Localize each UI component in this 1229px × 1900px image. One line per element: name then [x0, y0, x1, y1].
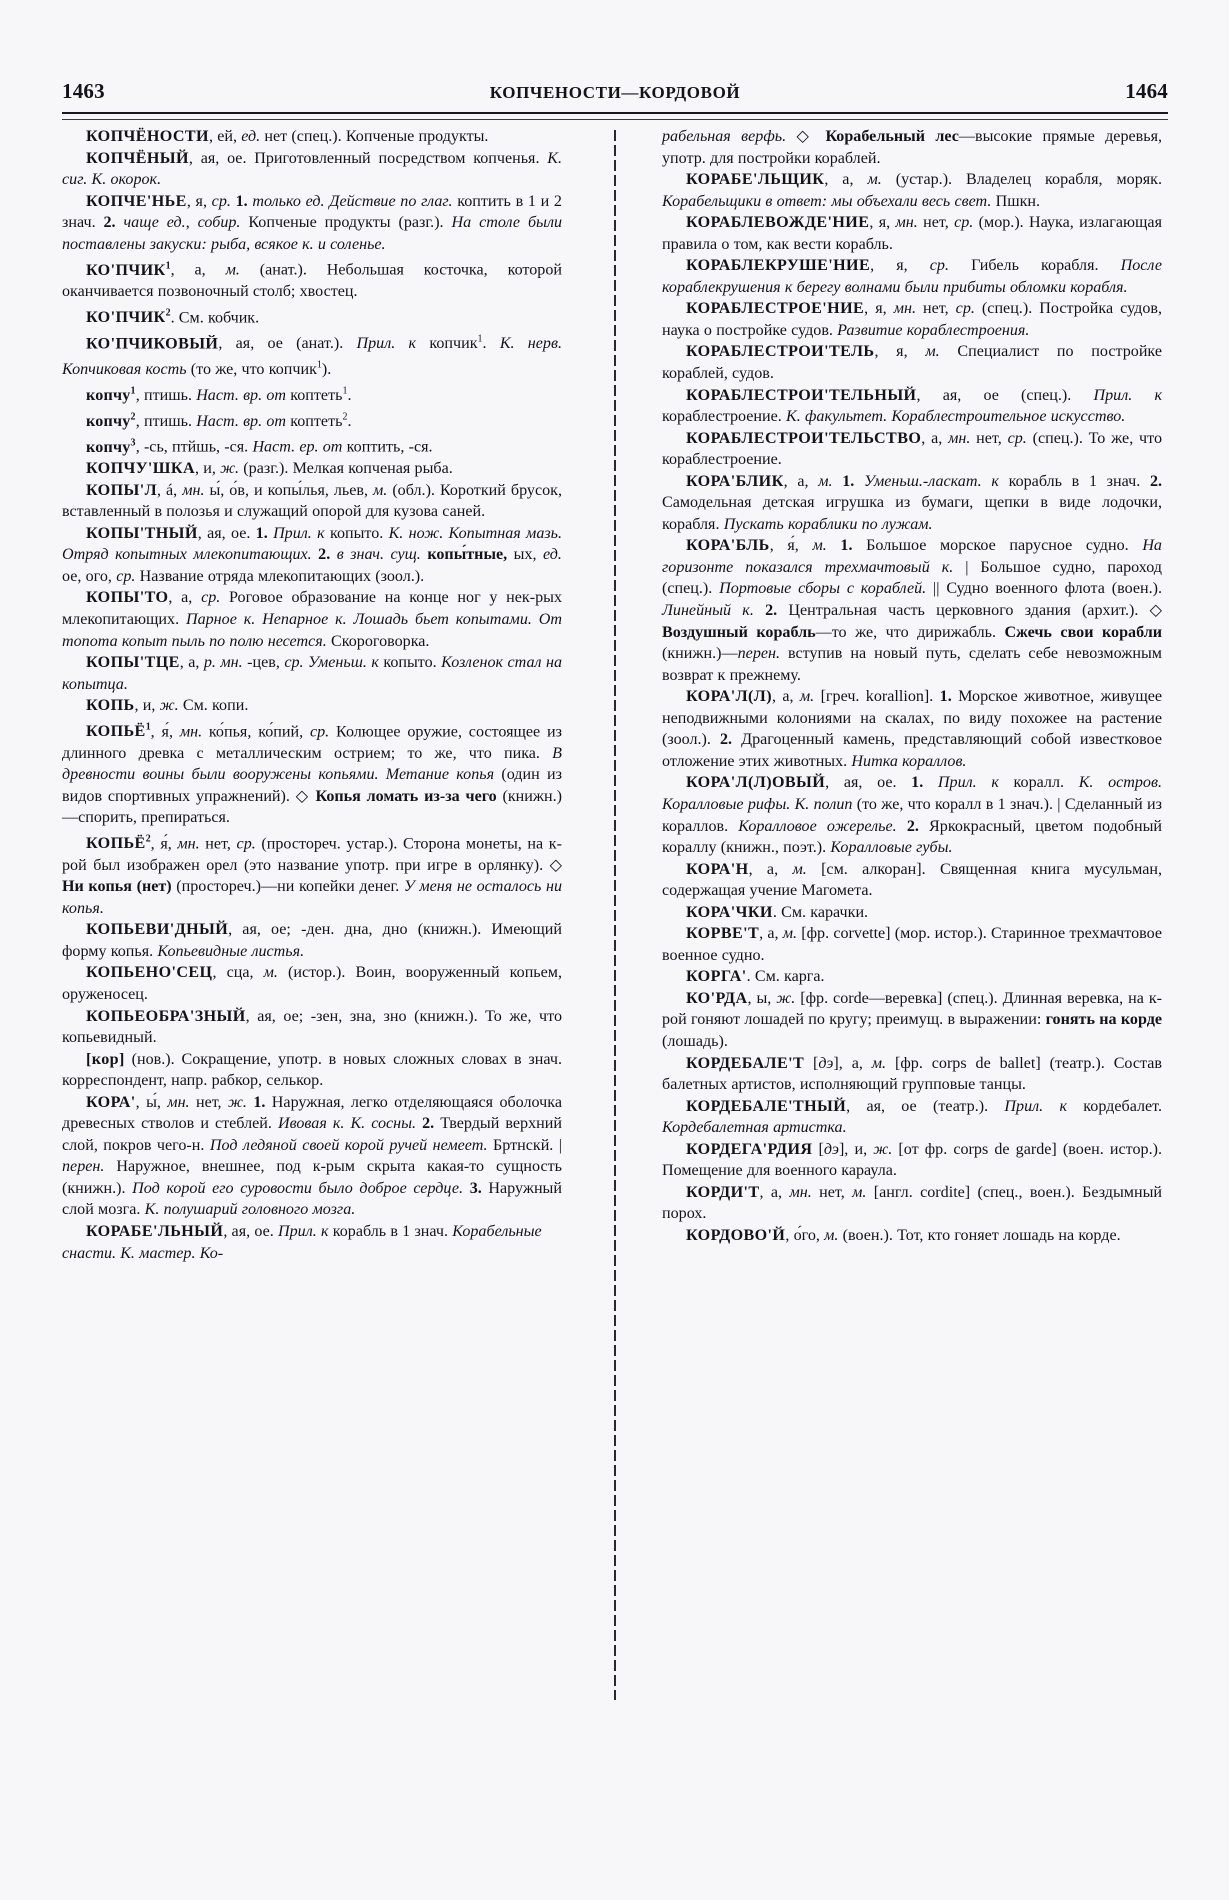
entry-body: . См. карачки.: [772, 903, 869, 921]
entry-headword: КОПЧЕ'НЬЕ: [86, 192, 187, 210]
entry-body: , ая, ое; -зен, зна, зно (книжн.). То же, что копьевидный.: [62, 1007, 562, 1047]
entry-body: , ая, ое (анат.). Прил. к копчик$^1$. К. нерв. Копчиковая кость (то же, что копчик$^1$).: [62, 333, 562, 378]
entry-headword: КОРА'Л(Л): [686, 688, 772, 706]
entry-body: , я, мн. нет, ср. (спец.). Постройка судов, наука о постройке судов. Развитие кораблестроения.: [662, 300, 1162, 339]
entry-headword: КОРА'Л(Л)ОВЫЙ: [686, 774, 826, 792]
column-container: [62, 126, 1168, 1700]
entry-headword: КОРА'БЛИК: [686, 472, 784, 490]
headword-homonym-index: 2: [130, 411, 136, 423]
entry-body: , ая, ое. Приготовленный посредством копченья. К. сиг. К. окорок.: [62, 149, 562, 189]
entry-body: . См. карга.: [746, 968, 825, 986]
entry-headword: КОПЬЕВИ'ДНЫЙ: [86, 921, 229, 939]
entry-body: , а, р. мн. -цев, ср. Уменьш. к копыто. Козленок стал на копытца.: [62, 654, 562, 693]
dictionary-entry-ко-рда: [662, 988, 1162, 1053]
dictionary-entry-копьеобра-зный: [62, 1006, 562, 1049]
entry-headword: КОРАБЛЕСТРОИ'ТЕЛЬНЫЙ: [686, 386, 917, 404]
dictionary-entry-копчёный: [62, 148, 562, 191]
dictionary-entry-кораблекруше-ние: [662, 255, 1162, 298]
gutter-rule: [614, 130, 616, 1700]
dictionary-entry-копчу-шка: [62, 458, 562, 480]
column-right: [646, 126, 1162, 1700]
dictionary-entry-копчу: [62, 406, 562, 432]
entry-headword: [кор]: [86, 1050, 125, 1068]
entry-body: , ей, ед. нет (спец.). Копченые продукты.: [208, 128, 489, 145]
entry-body: , ы́, мн. нет, ж. 1. Наружная, легко отделяющаяся оболочка древесных стволов и стеблей. Ивовая к. К. сосны. 2. Твердый верхний слой, покров чего-н. Под ледяной своей корой ручей немеет. Бртнскй. | перен. Наружное, внешнее, под к-рым скрыта какая-то сущность (книжн.). Под корой его суровости было доброе сердце. 3. Наружный слой мозга. К. полушарий головного мозга.: [62, 1093, 562, 1219]
entry-headword: КОРА'Н: [686, 860, 749, 878]
entry-headword: копчу$^1$: [86, 385, 136, 404]
dictionary-entry-кордебале-т: [662, 1053, 1162, 1096]
entry-headword: КО'ПЧИК$^2$: [86, 307, 171, 327]
entry-body: , ая, ое (театр.). Прил. к кордебалет. Кордебалетная артистка.: [662, 1097, 1162, 1137]
dictionary-entry-кордебале-тный: [662, 1096, 1162, 1139]
entry-headword: КОПЬЁ$^1$: [86, 721, 151, 741]
dictionary-entry-кора-бль: [662, 535, 1162, 686]
dictionary-entry-ко-пчик: [62, 255, 562, 302]
running-head-title: КОПЧЕНОСТИ—КОРДОВОЙ: [489, 83, 741, 102]
entry-body: , ая, ое (спец.). Прил. к кораблестроение. К. факультет. Кораблестроительное искусство.: [662, 386, 1162, 426]
dictionary-entry-копы-л: [62, 480, 562, 523]
entry-headword: КОПЫ'ТЦЕ: [86, 654, 180, 672]
entry-body: . См. кобчик.: [170, 309, 260, 327]
entry-headword: КОРВЕ'Т: [686, 925, 760, 943]
entry-headword: КОПЧЁНОСТИ: [86, 128, 209, 145]
entry-headword: КОРДЕБАЛЕ'Т: [686, 1054, 805, 1072]
entry-headword: КО'РДА: [686, 989, 748, 1007]
entry-headword: КОРА': [86, 1093, 136, 1111]
entry-body: , ая, ое. 1. Прил. к копыто. К. нож. Копытная мазь. Отряд копытных млекопитающих. 2. в знач. сущ. копы́тные, ых, ед. ое, ого, ср. Название отряда млекопитающих (зоол.).: [62, 524, 562, 585]
entry-body: , а, мн. нет, м. [англ. cordite] (спец., воен.). Бездымный порох.: [662, 1183, 1162, 1223]
dictionary-entry-корабе-льный: [62, 1221, 562, 1264]
dictionary-entry-копьё: [62, 829, 562, 920]
entry-body: , á, мн. ы́, о́в, и копы́лья, льев, м. (обл.). Короткий брусок, вставленный в полозья и служащий опорой для кузова саней.: [62, 481, 562, 521]
dictionary-entry-копчёности: [62, 126, 562, 148]
dictionary-entry-кораблестрои-тель: [662, 341, 1162, 384]
dictionary-entry-кора-чки: [662, 902, 1162, 924]
entry-headword: КО'ПЧИКОВЫЙ: [86, 335, 219, 352]
dictionary-entry-копы-тный: [62, 523, 562, 588]
entry-body: , а, м. (устар.). Владелец корабля, моряк. Корабельщики в ответ: мы объехали весь свет. Пшкн.: [662, 171, 1163, 210]
entry-body: , а, м. [см. алкоран]. Священная книга мусульман, содержащая учение Магомета.: [662, 860, 1162, 900]
entry-body: , птишь. Наст. вр. от коптеть$^2$.: [135, 411, 352, 430]
entry-headword: КОРА'БЛЬ: [686, 537, 770, 555]
headword-homonym-index: 1: [145, 721, 151, 733]
entry-headword: КОПЫ'Л: [86, 481, 157, 499]
entry-headword: КОПЧУ'ШКА: [86, 460, 195, 478]
entry-headword: КОРАБЛЕСТРОИ'ТЕЛЬ: [686, 343, 875, 361]
header-rule: [62, 112, 1168, 120]
entry-body: , -сь, птйшь, -ся. Наст. ер. от коптить, -ся.: [135, 438, 433, 456]
entry-headword: КОПЬ: [86, 697, 135, 715]
headword-homonym-index: 1: [165, 260, 171, 272]
running-head: [62, 62, 1168, 102]
dictionary-entry-копы-тце: [62, 652, 562, 695]
entry-body: (нов.). Сокращение, употр. в новых сложных словах в знач. корреспондент, напр. рабкор, селькор.: [62, 1050, 562, 1090]
entry-body: , и, ж. (разг.). Мелкая копченая рыба.: [194, 460, 453, 478]
dictionary-entry-корга: [662, 966, 1162, 988]
entry-headword: КОПЬЁ$^2$: [86, 833, 151, 853]
entry-headword: КОРАБЛЕСТРОИ'ТЕЛЬСТВО: [686, 429, 922, 447]
entry-headword: копчу$^3$: [86, 437, 136, 456]
entry-headword: КОРДОВО'Й: [686, 1226, 786, 1244]
entry-headword: КОРАБЕ'ЛЬЩИК: [686, 171, 825, 189]
entry-headword: КОПЬЕНО'СЕЦ: [86, 964, 213, 982]
headword-homonym-index: 1: [130, 385, 136, 397]
dictionary-entry-кора-блик: [662, 471, 1162, 536]
entry-headword: КОПЫ'ТНЫЙ: [86, 524, 198, 542]
entry-headword: КОПЧЁНЫЙ: [86, 149, 189, 167]
entry-body: , я́, мн. нет, ср. (простореч. устар.). Сторона монеты, на к-рой был изображен орел (это название употр. при игре в орлянку). ◇ Ни копья (нет) (простореч.)—ни копейки денег. У меня не осталось ни копья.: [62, 835, 562, 917]
dictionary-entry-кораблестрои-тельство: [662, 428, 1162, 471]
dictionary-entry-кора-н: [662, 859, 1162, 902]
entry-body: , а, мн. нет, ср. (спец.). То же, что кораблестроение.: [662, 429, 1162, 469]
entry-headword: КОРАБЛЕСТРОЕ'НИЕ: [686, 300, 865, 318]
entry-body: , а, м. [греч. korallion]. 1. Морское животное, живущее неподвижными колониями на скалах, по виду похожее на растение (зоол.). 2. Драгоценный камень, представляющий собой известковое отложение этих животных. Нитка кораллов.: [662, 688, 1163, 770]
entry-body: [дэ], и, ж. [от фр. corps de garde] (воен. истор.). Помещение для военного караула.: [662, 1140, 1162, 1180]
entry-continuation-korabelnyy: рабельная верфь. ◇ Корабельный лес—высокие прямые деревья, употр. для постройки кораблей.: [662, 128, 1162, 167]
dictionary-entry-копь: [62, 695, 562, 717]
entry-body: , а, м. (анат.). Небольшая косточка, которой оканчивается позвоночный столб; хвостец.: [62, 261, 563, 301]
entry-body: , ая, ое; -ден. дна, дно (книжн.). Имеющий форму копья. Копьевидные листья.: [62, 921, 562, 960]
entry-body: , я, м. Специалист по постройке кораблей, судов.: [662, 343, 1162, 383]
entry-headword: КОРГА': [686, 968, 747, 986]
entry-body: , я́, м. 1. Большое морское парусное судно. На горизонте показался трехмачтовый к. | Большое судно, пароход (спец.). Портовые сборы с кораблей. || Судно военного флота (воен.). Линейный к. 2. Центральная часть церковного здания (архит.). ◇ Воздушный корабль—то же, что дирижабль. Сжечь свои корабли (книжн.)—перен. вступив на новый путь, сделать себе невозможным возврат к прежнему.: [662, 537, 1163, 684]
dictionary-entry-кора-л-л: [662, 686, 1162, 772]
dictionary-entry-корди-т: [662, 1182, 1162, 1225]
entry-headword: КОПЬЕОБРА'ЗНЫЙ: [86, 1007, 246, 1025]
entry-headword: КОРДЕГА'РДИЯ: [686, 1140, 813, 1158]
entry-body: , а, м. [фр. corvette] (мор. истор.). Старинное трехмачтовое военное судно.: [662, 925, 1163, 964]
entry-body: [дэ], а, м. [фр. corps de ballet] (театр.). Состав балетных артистов, исполняющий групповые танцы.: [662, 1054, 1162, 1094]
entry-body: , а, ср. Роговое образование на конце ног у нек-рых млекопитающих. Парное к. Непарное к. Лошадь бьет копытами. От топота копыт пыль по полю несется. Скороговорка.: [62, 589, 563, 650]
entry-headword: КОРДИ'Т: [686, 1183, 760, 1201]
entry-body: , ы, ж. [фр. corde—веревка] (спец.). Длинная веревка, на к-рой гоняют лошадей по кругу; преимущ. в выражении: гонять на корде (лошадь).: [662, 989, 1162, 1050]
entry-body: , сца, м. (истор.). Воин, вооруженный копьем, оруженосец.: [62, 964, 562, 1004]
entry-headword: КО'ПЧИК$^1$: [86, 260, 171, 279]
folio-right: 1464: [1125, 79, 1168, 103]
folio-left: 1463: [62, 79, 105, 103]
entry-headword: копчу$^2$: [86, 411, 136, 430]
entry-body: , и, ж. См. копи.: [134, 697, 249, 715]
dictionary-entry-кора: [62, 1092, 562, 1221]
entry-headword: КОРА'ЧКИ: [686, 903, 773, 921]
entry-body: , я, ср. 1. только ед. Действие по глаг. коптить в 1 и 2 знач. 2. чаще ед., собир. Копченые продукты (разг.). На столе были поставлены закуски: рыба, всякое к. и соленье.: [62, 192, 563, 253]
dictionary-entry-копьено-сец: [62, 962, 562, 1005]
entry-headword: КОРАБЛЕВОЖДЕ'НИЕ: [686, 214, 870, 232]
entry-body: , я, мн. нет, ср. (мор.). Наука, излагающая правила о том, как вести корабль.: [662, 214, 1162, 253]
entry-body: , а, м. 1. Уменьш.-ласкат. к корабль в 1 знач. 2. Самодельная детская игрушка из бумаги, щепки в виде лодочки, корабля. Пускать кораблики по лужам.: [662, 472, 1163, 533]
dictionary-entry-кораблестрое-ние: [662, 298, 1162, 341]
dictionary-entry-копы-то: [62, 587, 562, 652]
entry-body: , ая, ое. Прил. к корабль в 1 знач. Корабельные снасти. К. мастер. Ко-: [62, 1223, 542, 1262]
entry-headword: КОПЫ'ТО: [86, 589, 169, 607]
dictionary-entry-ко-пчиковый: [62, 329, 562, 381]
entry-body: , птишь. Наст. вр. от коптеть$^1$.: [135, 385, 352, 404]
headword-homonym-index: 3: [130, 437, 136, 449]
dictionary-entry-кордово-й: [662, 1225, 1162, 1247]
entry-body: , ая, ое. 1. Прил. к коралл. К. остров. Коралловые рифы. К. полип (то же, что коралл в 1 знач.). | Сделанный из кораллов. Коралловое ожерелье. 2. Яркокрасный, цветом подобный кораллу (книжн., поэт.). Коралловые губы.: [662, 774, 1163, 857]
dictionary-entry-кора-л-л-овый: [662, 772, 1162, 858]
dictionary-entry-копьеви-дный: [62, 919, 562, 962]
entry-body: , я, ср. Гибель корабля. После кораблекрушения к берегу волнами были прибиты обломки корабля.: [662, 257, 1162, 296]
dictionary-entry-кораблестрои-тельный: [662, 385, 1162, 428]
dictionary-entry-кораблевожде-ние: [662, 212, 1162, 255]
entry-headword: КОРАБЛЕКРУШЕ'НИЕ: [686, 257, 871, 275]
dictionary-entry-копьё: [62, 717, 562, 829]
dictionary-entry-копчу: [62, 432, 562, 458]
headword-homonym-index: 2: [165, 307, 171, 319]
dictionary-entry-кор: [62, 1049, 562, 1092]
dictionary-entry-корве-т: [662, 923, 1162, 966]
column-left: [62, 126, 584, 1700]
column-gutter: [584, 126, 646, 1700]
entry-headword: КОРАБЕ'ЛЬНЫЙ: [86, 1223, 224, 1241]
dictionary-entry-ко-пчик: [62, 303, 562, 329]
dictionary-entry-кордега-рдия: [662, 1139, 1162, 1182]
dictionary-entry-корабе-льщик: [662, 169, 1162, 212]
dictionary-entry-копчу: [62, 380, 562, 406]
headword-homonym-index: 2: [145, 833, 151, 845]
entry-headword: КОРДЕБАЛЕ'ТНЫЙ: [686, 1097, 847, 1115]
dictionary-entry-копче-нье: [62, 191, 562, 256]
entry-body: , о́го, м. (воен.). Тот, кто гоняет лошадь на корде.: [785, 1226, 1121, 1244]
entry-body: , я́, мн. ко́пья, ко́пий, ср. Колющее оружие, состоящее из длинного древка с металлическим острием; то же, что пика. В древности воины были вооружены копьями. Метание копья (один из видов спортивных упражнений). ◇ Копья ломать из-за чего (книжн.)—спорить, препираться.: [62, 723, 562, 827]
